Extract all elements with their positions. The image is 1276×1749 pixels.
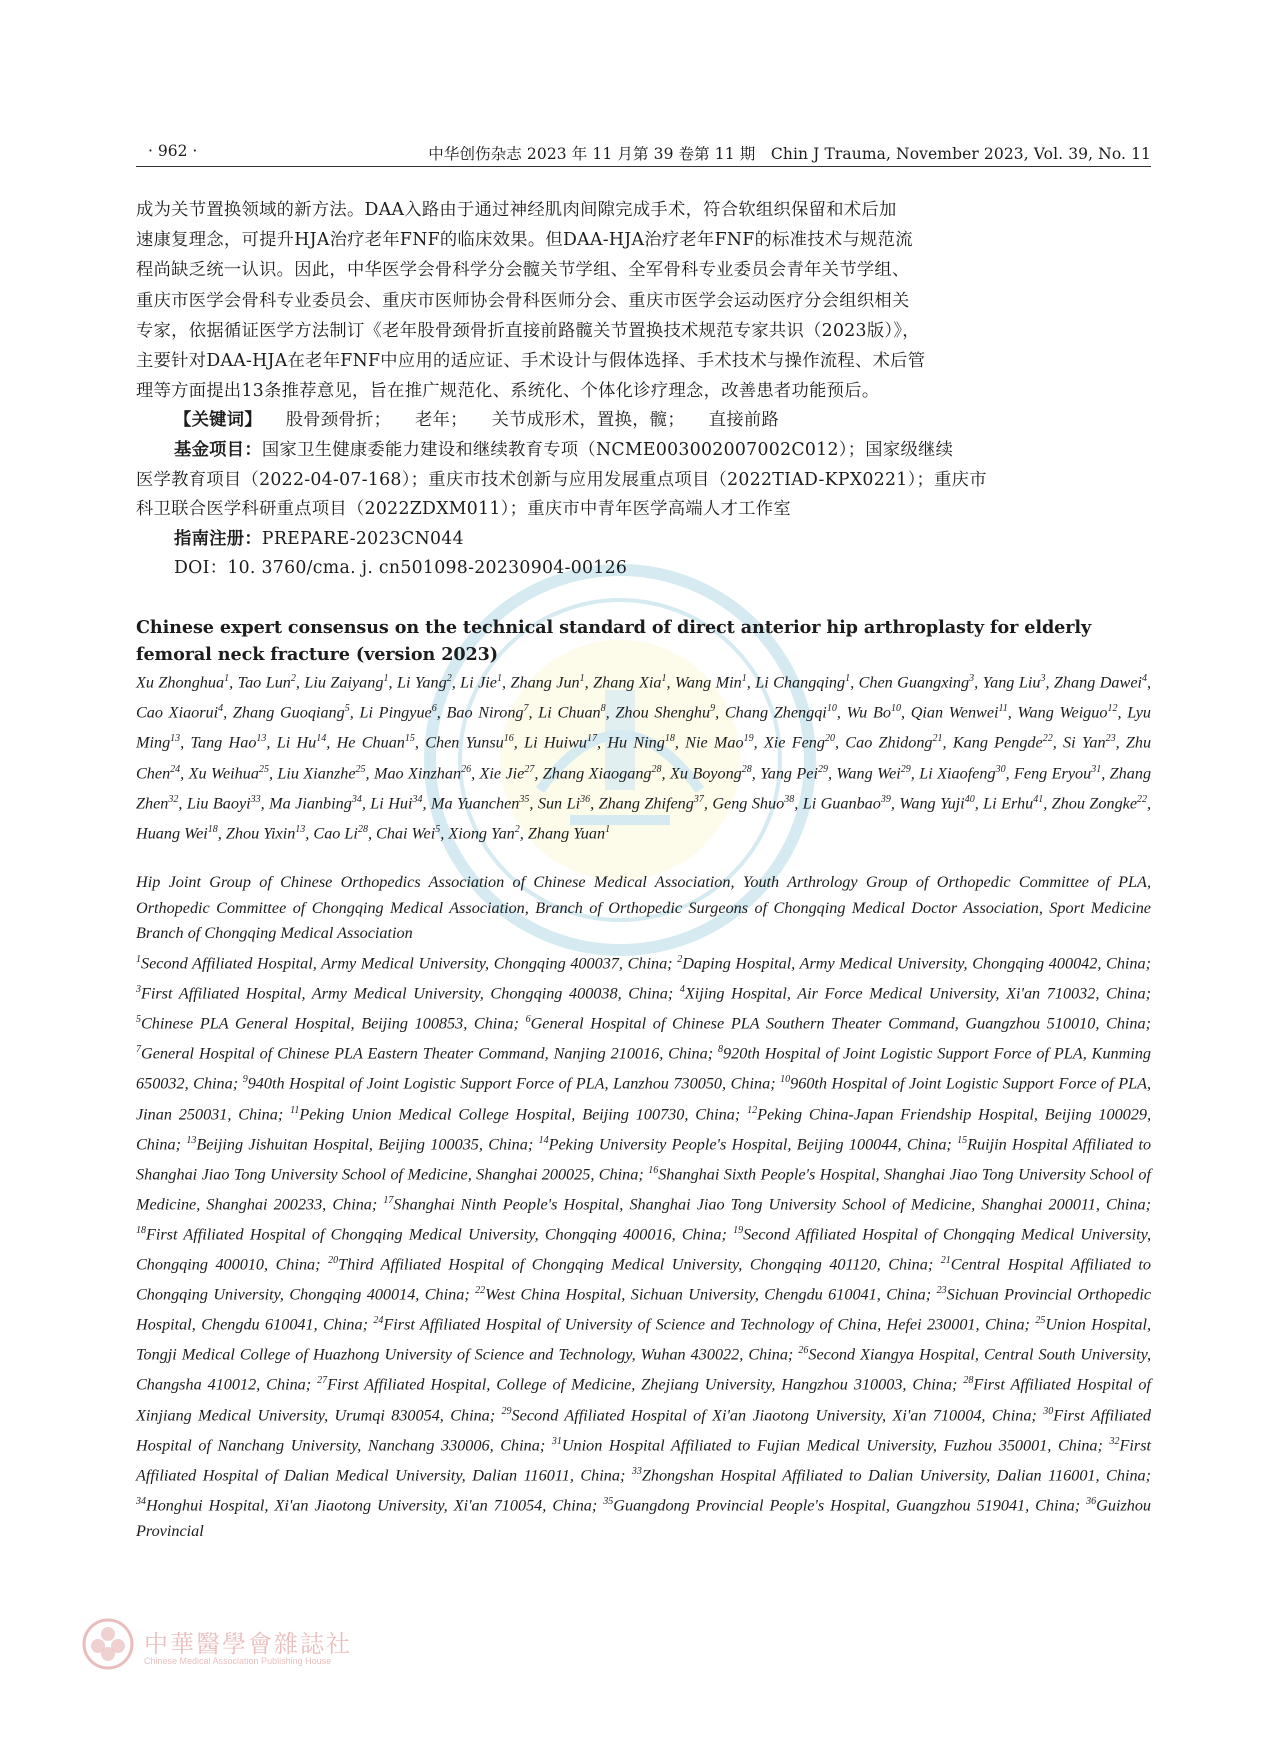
author-affiliation-number: 1 xyxy=(383,673,389,684)
author-affiliation-number: 3 xyxy=(969,673,975,684)
author-affiliation-number: 16 xyxy=(503,733,514,745)
affiliation-number: 29 xyxy=(501,1405,512,1417)
author-name: Li Hu xyxy=(276,733,317,752)
author-name: Nie Mao xyxy=(685,733,744,752)
abstract-line: 主要针对DAA-HJA在老年FNF中应用的适应证、手术设计与假体选择、手术技术与操作流程、术后管 xyxy=(136,350,926,371)
author-name: Mao Xinzhan xyxy=(373,763,462,782)
author-affiliation-number: 1 xyxy=(661,673,667,684)
affiliation-text: Second Affiliated Hospital, Army Medical University, Chongqing 400037, China xyxy=(141,954,668,973)
fund-line: 医学教育项目（2022-04-07-168）；重庆市技术创新与应用发展重点项目（2022TIAD-KPX0221）；重庆市 xyxy=(136,469,987,490)
author-affiliation-number: 21 xyxy=(932,733,943,745)
author-name: Chen Yunsu xyxy=(425,733,504,752)
author-name: Yang Liu xyxy=(982,673,1041,692)
author-affiliation-number: 11 xyxy=(998,703,1008,715)
author-name: Zhang Zhen xyxy=(136,763,1152,813)
affiliation-text: Honghui Hospital, Xi'an Jiaotong University, Xi'an 710054, China xyxy=(146,1496,592,1515)
author-name: Xu Boyong xyxy=(669,763,742,782)
affiliation-number: 14 xyxy=(538,1134,549,1146)
keyword: 股骨颈骨折； xyxy=(285,410,392,430)
keywords xyxy=(136,406,1189,436)
affiliation-text: First Affiliated Hospital of Dalian Medical University, Dalian 116011, China xyxy=(136,1436,1152,1485)
affiliation-number: 4 xyxy=(679,984,685,996)
author-affiliation-number: 22 xyxy=(1137,793,1148,805)
author-affiliation-number: 29 xyxy=(817,763,828,775)
author-name: Wang Min xyxy=(674,673,742,692)
author-affiliation-number: 20 xyxy=(824,733,835,745)
author-name: Tao Lun xyxy=(237,673,291,692)
author-affiliation-number: 1 xyxy=(224,673,230,684)
affiliation-text: Second Xiangya Hospital, Central South University, Changsha 410012, China xyxy=(136,1345,1151,1394)
author-name: Kang Pengde xyxy=(952,733,1043,752)
author-affiliation-number: 6 xyxy=(431,703,437,715)
affiliation-text: Beijing Jishuitan Hospital, Beijing 100035, China xyxy=(196,1135,528,1154)
author-name: Chen Guangxing xyxy=(858,673,970,692)
author-name: Tang Hao xyxy=(190,733,257,752)
author-name: Bao Nirong xyxy=(446,703,524,722)
affiliation-text: Chinese PLA General Hospital, Beijing 100853, China xyxy=(141,1014,514,1033)
author-affiliation-number: 13 xyxy=(295,823,306,835)
author-name: Zhou Yixin xyxy=(225,824,296,843)
author-name: Zhang Dawei xyxy=(1053,673,1142,692)
author-group: Hip Joint Group of Chinese Orthopedics Association of Chinese Medical Association, Youth Arthrology Group of Orthopedic Committee of PLA, Orthopedic Committee of Chongqing Medical Association, Branch of Orthopedic Surgeons of Chongqing Medical Doctor Association, Sport Medicine Branch of Chongqing Medical Association xyxy=(136,873,1151,943)
author-affiliation-number: 9 xyxy=(710,703,716,715)
author-name: Wang Wei xyxy=(836,763,901,782)
author-name: Xiong Yan xyxy=(448,824,515,843)
author-affiliation-number: 29 xyxy=(900,763,911,775)
author-name: Zhang Xiaogang xyxy=(542,763,652,782)
author-affiliation-number: 32 xyxy=(168,793,179,805)
author-name: Zhang Zhifeng xyxy=(598,794,694,813)
affiliation-number: 13 xyxy=(186,1134,197,1146)
affiliation-number: 34 xyxy=(136,1495,146,1507)
author-name: Ma Jianbing xyxy=(269,794,352,813)
author-name: Li Erhu xyxy=(983,794,1034,813)
affiliation-number: 6 xyxy=(525,1014,531,1026)
affiliation-text: General Hospital of Chinese PLA Eastern Theater Command, Nanjing 210016, China xyxy=(141,1044,708,1063)
author-affiliation-number: 35 xyxy=(519,793,530,805)
author-affiliation-number: 24 xyxy=(170,763,181,775)
author-name: Liu Xianzhe xyxy=(277,763,356,782)
affiliation-number: 7 xyxy=(136,1044,141,1056)
author-affiliation-number: 41 xyxy=(1033,793,1044,805)
affiliation-text: Union Hospital Affiliated to Fujian Medical University, Fuzhou 350001, China xyxy=(561,1436,1098,1454)
affiliation-text: 940th Hospital of Joint Logistic Support Force of PLA, Lanzhou 730050, China xyxy=(247,1074,771,1093)
author-affiliation-number: 14 xyxy=(316,733,327,745)
fund-label: 基金项目： xyxy=(174,440,262,460)
affiliation-text: Third Affiliated Hospital of Chongqing Medical University, Chongqing 401120, China xyxy=(338,1255,928,1274)
registration-value: PREPARE-2023CN044 xyxy=(261,529,464,549)
abstract-line: 成为关节置换领域的新方法。DAA入路由于通过神经肌肉间隙完成手术，符合软组织保留和术后加 xyxy=(136,200,897,220)
affiliation-text: Sichuan Provincial Orthopedic Hospital, Chengdu 610041, China xyxy=(136,1285,1152,1334)
author-name: Zhou Shenghu xyxy=(615,703,711,722)
affiliation-number: 15 xyxy=(957,1134,968,1146)
author-name: Zhang Guoqiang xyxy=(232,703,345,722)
running-header xyxy=(136,140,1151,167)
author-name: Li Changqing xyxy=(755,673,846,692)
affiliations: Hip Joint Group of Chinese Orthopedics Association of Chinese Medical Association, Youth Arthrology Group of Orthopedic Committee of PLA, Orthopedic Committee of Chongqing Medical Association, Branch of Orthopedic Surgeons of Chongqing Medical Doctor Association, Sport Medicine Branch of Chongqing Medical Association $^1$Second Affiliated Hospital, Army Medical University, Chongqing 400037, China; $^2$Daping Hospital, Army Medical University, Chongqing 400042, China; $^3$First Affiliated Hospital, Army Medical University, Chongqing 400038, China; $^4$Xijing Hospital, Air Force Medical University, Xi'an 710032, China; $^5$Chinese PLA General Hospital, Beijing 100853, China; $^6$General Hospital of Chinese PLA Southern Theater Command, Guangzhou 510010, China; $^7$General Hospital of Chinese PLA Eastern Theater Command, Nanjing 210016, China; $^8$920th Hospital of Joint Logistic Support Force of PLA, Kunming 650032, China; $^9$940th Hospital of Joint Logistic Support Force of PLA, Lanzhou 730050, China; $^{10}$960th Hospital of Joint Logistic Support Force of PLA, Jinan 250031, China; $^{11}$Peking Union Medical College Hospital, Beijing 100730, China; $^{12}$Peking China-Japan Friendship Hospital, Beijing 100029, China; $^{13}$Beijing Jishuitan Hospital, Beijing 100035, China; $^{14}$Peking University People's Hospital, Beijing 100044, China; $^{15}$Ruijin Hospital Affiliated to Shanghai Jiao Tong University School of Medicine, Shanghai 200025, China; $^{16}$Shanghai Sixth People's Hospital, Shanghai Jiao Tong University School of Medicine, Shanghai 200233, China; $^{17}$Shanghai Ninth People's Hospital, Shanghai Jiao Tong University School of Medicine, Shanghai 200011, China; $^{18}$First Affiliated Hospital of Chongqing Medical University, Chongqing 400016, China; $^{19}$Second Affiliated Hospital of Chongqing Medical University, Chongqing 400010, China; $^{20}$Third Affiliated Hospital of Chongqing Medical University, Chongqing 401120, China; $^{21}$Central Hospital Affiliated to Chongqing University, Chongqing 400014, China; $^{22}$West China Hospital, Sichuan University, Chengdu 610041, China; $^{23}$Sichuan Provincial Orthopedic Hospital, Chengdu 610041, China; $^{24}$First Affiliated Hospital of University of Science and Technology of China, Hefei 230001, China; $^{25}$Union Hospital, Tongji Medical College of Huazhong University of Science and Technology, Wuhan 430022, China; $^{26}$Second Xiangya Hospital, Central South University, Changsha 410012, China; $^{27}$First Affiliated Hospital, College of Medicine, Zhejiang University, Hangzhou 310003, China; $^{28}$First Affiliated Hospital of Xinjiang Medical University, Urumqi 830054, China; $^{29}$Second Affiliated Hospital of Xi'an Jiaotong University, Xi'an 710004, China; $^{30}$First Affiliated Hospital of Nanchang University, Nanchang 330006, China; $^{31}$Union Hospital Affiliated to Fujian Medical University, Fuzhou 350001, China; $^{32}$First Affiliated Hospital of Dalian Medical University, Dalian 116011, China; $^{33}$Zhongshan Hospital Affiliated to Dalian University, Dalian 116001, China; $^{34}$Honghui Hospital, Xi'an Jiaotong University, Xi'an 710054, China; $^{35}$Guangdong Provincial People's Hospital, Guangzhou 519041, China; $^{36}$Guizhou Provincial xyxy=(136,873,1152,1540)
affiliation-number: 31 xyxy=(551,1435,562,1447)
author-affiliation-number: 1 xyxy=(579,673,585,684)
author-affiliation-number: 28 xyxy=(651,763,662,775)
author-name: Liu Baoyi xyxy=(186,794,251,813)
author-affiliation-number: 3 xyxy=(1040,673,1046,684)
author-affiliation-number: 1 xyxy=(845,673,851,684)
author-name: Li Jie xyxy=(460,673,497,692)
english-title: Chinese expert consensus on the technical standard of direct anterior hip arthroplasty for elderly femoral neck fracture (version 2023) xyxy=(136,617,1092,665)
author-affiliation-number: 28 xyxy=(741,763,752,775)
affiliation-number: 24 xyxy=(373,1315,384,1327)
keyword: 关节成形术，置换，髋； xyxy=(491,410,685,430)
affiliation-text: Shanghai Sixth People's Hospital, Shanghai Jiao Tong University School of Medicine, Shanghai 200233, China xyxy=(136,1165,1151,1214)
author-affiliation-number: 2 xyxy=(290,673,296,684)
author-affiliation-number: 10 xyxy=(826,703,837,715)
author-affiliation-number: 36 xyxy=(580,793,591,805)
author-name: Ma Yuanchen xyxy=(431,794,520,813)
author-affiliation-number: 25 xyxy=(355,763,366,775)
publisher-flower-icon xyxy=(82,1618,134,1670)
author-name: Sun Li xyxy=(537,794,581,813)
author-affiliation-number: 13 xyxy=(170,733,181,745)
registration-label: 指南注册： xyxy=(174,529,262,549)
affiliation-number: 1 xyxy=(136,954,141,966)
affiliation-text: Ruijin Hospital Affiliated to Shanghai Jiao Tong University School of Medicine, Shanghai 200025, China xyxy=(136,1135,1152,1184)
affiliation-text: General Hospital of Chinese PLA Southern Theater Command, Guangzhou 510010, China xyxy=(530,1014,1146,1033)
author-affiliation-number: 38 xyxy=(784,793,795,805)
affiliation-text: 960th Hospital of Joint Logistic Support Force of PLA, Jinan 250031, China xyxy=(136,1074,1152,1123)
affiliation-number: 5 xyxy=(136,1014,141,1026)
author-affiliation-number: 1 xyxy=(496,673,502,684)
affiliation-text: Guangdong Provincial People's Hospital, Guangzhou 519041, China xyxy=(613,1496,1075,1515)
affiliation-number: 30 xyxy=(1043,1405,1054,1417)
author-name: Cao Zhidong xyxy=(845,733,933,752)
author-affiliation-number: 15 xyxy=(404,733,415,745)
affiliation-text: 920th Hospital of Joint Logistic Support Force of PLA, Kunming 650032, China xyxy=(136,1044,1152,1093)
author-affiliation-number: 34 xyxy=(412,793,423,805)
author-affiliation-number: 7 xyxy=(523,703,529,715)
fund-line: 科卫联合医学科研重点项目（2022ZDXM011）；重庆市中青年医学高端人才工作室 xyxy=(136,499,791,519)
author-name: Li Guanbao xyxy=(802,794,881,813)
author-affiliation-number: 28 xyxy=(357,823,368,835)
author-name: Xie Jie xyxy=(479,763,525,782)
author-name: Feng Eryou xyxy=(1014,763,1092,782)
publisher-name-cn: 中華醫學會雜誌社 xyxy=(144,1630,352,1658)
affiliation-text: Peking University People's Hospital, Beijing 100044, China xyxy=(548,1135,947,1154)
author-name: Cao Li xyxy=(313,824,358,843)
author-name: Qian Wenwei xyxy=(910,703,999,722)
publisher-name-en: Chinese Medical Association Publishing House xyxy=(144,1656,332,1666)
affiliation-text: Union Hospital, Tongji Medical College of Huazhong University of Science and Technology, Wuhan 430022, China xyxy=(136,1315,1152,1364)
author-affiliation-number: 25 xyxy=(258,763,269,775)
author-name: Cao Xiaorui xyxy=(136,703,219,722)
author-affiliation-number: 23 xyxy=(1105,733,1116,745)
author-name: Hu Ning xyxy=(607,733,665,752)
author-affiliation-number: 31 xyxy=(1091,763,1102,775)
affiliation-number: 11 xyxy=(290,1104,300,1116)
affiliation-number: 9 xyxy=(242,1074,248,1086)
author-name: Xu Weihua xyxy=(188,763,259,782)
affiliation-number: 18 xyxy=(136,1224,146,1236)
affiliation-number: 23 xyxy=(936,1285,947,1297)
keyword: 老年； xyxy=(415,410,468,430)
affiliation-number: 2 xyxy=(677,954,683,966)
affiliation-text: Second Affiliated Hospital of Chongqing Medical University, Chongqing 400010, China xyxy=(136,1225,1151,1274)
author-name: Li Huiwu xyxy=(524,733,587,752)
author-affiliation-number: 17 xyxy=(587,733,597,745)
author-name: Xu Zhonghua xyxy=(136,673,225,692)
affiliation-text: Xijing Hospital, Air Force Medical University, Xi'an 710032, China xyxy=(684,984,1146,1003)
author-name: Yang Pei xyxy=(760,763,818,782)
affiliation-number: 27 xyxy=(317,1375,328,1387)
affiliation-number: 16 xyxy=(648,1164,659,1176)
affiliation-text: First Affiliated Hospital of Xinjiang Medical University, Urumqi 830054, China xyxy=(136,1375,1152,1424)
author-name: Wang Weiguo xyxy=(1017,703,1108,722)
journal-citation: 中华创伤杂志 2023 年 11 月第 39 卷第 11 期 Chin J Trauma, November 2023, Vol. 39, No. 11 xyxy=(428,145,1151,163)
author-affiliation-number: 1 xyxy=(605,823,611,835)
author-affiliation-number: 34 xyxy=(351,793,362,805)
affiliation-number: 33 xyxy=(631,1465,642,1477)
author-affiliation-number: 30 xyxy=(995,763,1006,775)
author-name: Li Yang xyxy=(396,673,447,692)
author-name: Xie Feng xyxy=(763,733,825,752)
abstract-line: 专家，依据循证医学方法制订《老年股骨颈骨折直接前路髋关节置换技术规范专家共识（2023版）》， xyxy=(136,320,920,341)
author-name: Li Chuan xyxy=(538,703,601,722)
affiliation-text: Shanghai Ninth People's Hospital, Shanghai Jiao Tong University School of Medicine, Shanghai 200011, China xyxy=(393,1195,1146,1214)
fund-projects xyxy=(136,436,1151,525)
author-name: Chai Wei xyxy=(376,824,436,843)
author-affiliation-number: 27 xyxy=(524,763,535,775)
affiliation-text: Daping Hospital, Army Medical University, Chongqing 400042, China xyxy=(682,954,1146,973)
author-affiliation-number: 4 xyxy=(218,703,224,715)
author-name: Wang Yuji xyxy=(899,794,965,813)
affiliation-number: 3 xyxy=(136,984,141,996)
affiliation-text: Peking China-Japan Friendship Hospital, Beijing 100029, China xyxy=(136,1104,1152,1154)
abstract-cn xyxy=(136,195,1151,406)
author-name: He Chuan xyxy=(336,733,405,752)
keywords-label: 【关键词】 xyxy=(174,410,262,430)
author-name: Zhang Jun xyxy=(510,673,580,692)
author-affiliation-number: 22 xyxy=(1042,733,1053,745)
author-name: Wu Bo xyxy=(846,703,891,722)
abstract-line: 重庆市医学会骨科专业委员会、重庆市医师协会骨科医师分会、重庆市医学会运动医疗分会组织相关 xyxy=(136,290,910,311)
author-affiliation-number: 26 xyxy=(461,763,472,775)
publisher-logo xyxy=(82,1618,602,1678)
author-list: Xu Zhonghua$^1$, Tao Lun$^2$, Liu Zaiyang$^1$, Li Yang$^2$, Li Jie$^1$, Zhang Jun$^1$, Zhang Xia$^1$, Wang Min$^1$, Li Changqing$^1$, Chen Guangxing$^3$, Yang Liu$^3$, Zhang Dawei$^4$, Cao Xiaorui$^4$, Zhang Guoqiang$^5$, Li Pingyue$^6$, Bao Nirong$^7$, Li Chuan$^8$, Zhou Shenghu$^9$, Chang Zhengqi$^{10}$, Wu Bo$^{10}$, Qian Wenwei$^{11}$, Wang Weiguo$^{12}$, Lyu Ming$^{13}$, Tang Hao$^{13}$, Li Hu$^{14}$, He Chuan$^{15}$, Chen Yunsu$^{16}$, Li Huiwu$^{17}$, Hu Ning$^{18}$, Nie Mao$^{19}$, Xie Feng$^{20}$, Cao Zhidong$^{21}$, Kang Pengde$^{22}$, Si Yan$^{23}$, Zhu Chen$^{24}$, Xu Weihua$^{25}$, Liu Xianzhe$^{25}$, Mao Xinzhan$^{26}$, Xie Jie$^{27}$, Zhang Xiaogang$^{28}$, Xu Boyong$^{28}$, Yang Pei$^{29}$, Wang Wei$^{29}$, Li Xiaofeng$^{30}$, Feng Eryou$^{31}$, Zhang Zhen$^{32}$, Liu Baoyi$^{33}$, Ma Jianbing$^{34}$, Li Hui$^{34}$, Ma Yuanchen$^{35}$, Sun Li$^{36}$, Zhang Zhifeng$^{37}$, Geng Shuo$^{38}$, Li Guanbao$^{39}$, Wang Yuji$^{40}$, Li Erhu$^{41}$, Zhou Zongke$^{22}$, Huang Wei$^{18}$, Zhou Yixin$^{13}$, Cao Li$^{28}$, Chai Wei$^5$, Xiong Yan$^2$, Zhang Yuan$^1$ xyxy=(136,673,1152,843)
keyword: 直接前路 xyxy=(708,410,780,430)
affiliation-text: Zhongshan Hospital Affiliated to Dalian University, Dalian 116001, China xyxy=(641,1466,1146,1485)
author-affiliation-number: 19 xyxy=(743,733,754,745)
author-name: Huang Wei xyxy=(136,824,208,843)
guideline-registration xyxy=(136,525,1189,555)
author-affiliation-number: 18 xyxy=(664,733,675,745)
author-affiliation-number: 5 xyxy=(344,703,350,715)
author-affiliation-number: 8 xyxy=(600,703,606,715)
author-affiliation-number: 2 xyxy=(446,673,452,684)
author-name: Li Xiaofeng xyxy=(919,763,996,782)
affiliation-number: 20 xyxy=(328,1255,339,1267)
affiliation-text: First Affiliated Hospital of Chongqing Medical University, Chongqing 400016, China xyxy=(146,1225,722,1244)
affiliation-number: 32 xyxy=(1109,1435,1120,1447)
doi: DOI：10. 3760/cma. j. cn501098-20230904-00126 xyxy=(174,558,628,578)
affiliation-number: 21 xyxy=(940,1255,951,1267)
abstract-line: 理等方面提出13条推荐意见，旨在推广规范化、系统化、个体化诊疗理念，改善患者功能预后。 xyxy=(136,381,880,402)
author-affiliation-number: 5 xyxy=(435,823,441,835)
author-affiliation-number: 10 xyxy=(890,703,901,715)
author-affiliation-number: 2 xyxy=(514,823,520,835)
author-affiliation-number: 39 xyxy=(880,793,891,805)
affiliation-text: First Affiliated Hospital, College of Medicine, Zhejiang University, Hangzhou 310003, China xyxy=(327,1375,952,1394)
author-affiliation-number: 37 xyxy=(693,793,704,805)
affiliation-text: Central Hospital Affiliated to Chongqing University, Chongqing 400014, China xyxy=(136,1255,1152,1304)
affiliation-number: 25 xyxy=(1035,1315,1046,1327)
affiliation-text: First Affiliated Hospital of Nanchang University, Nanchang 330006, China xyxy=(136,1405,1151,1454)
author-affiliation-number: 12 xyxy=(1107,703,1118,715)
affiliation-text: First Affiliated Hospital, Army Medical University, Chongqing 400038, China xyxy=(141,984,668,1003)
author-name: Lyu Ming xyxy=(136,703,1152,752)
affiliation-number: 12 xyxy=(747,1104,758,1116)
author-name: Liu Zaiyang xyxy=(304,673,384,692)
affiliation-number: 22 xyxy=(475,1285,486,1297)
author-name: Geng Shuo xyxy=(712,794,785,813)
abstract-line: 程尚缺乏统一认识。因此，中华医学会骨科学分会髋关节学组、全军骨科专业委员会青年关节学组、 xyxy=(136,260,910,281)
affiliation-number: 8 xyxy=(718,1044,724,1056)
author-affiliation-number: 18 xyxy=(207,823,218,835)
affiliation-number: 36 xyxy=(1086,1495,1097,1507)
author-affiliation-number: 13 xyxy=(256,733,267,745)
affiliation-number: 26 xyxy=(798,1345,809,1357)
author-name: Zhang Xia xyxy=(593,673,662,692)
author-name: Zhang Yuan xyxy=(527,824,606,843)
page-number: · 962 · xyxy=(148,142,198,160)
author-name: Si Yan xyxy=(1063,733,1106,752)
author-affiliation-number: 4 xyxy=(1142,673,1147,684)
affiliation-text: Guizhou Provincial xyxy=(136,1496,1152,1540)
fund-line: 国家卫生健康委能力建设和继续教育专项（NCME003002007002C012）；国家级继续 xyxy=(261,440,954,460)
author-affiliation-number: 1 xyxy=(741,673,747,684)
author-name: Chang Zhengqi xyxy=(724,703,827,722)
author-affiliation-number: 33 xyxy=(250,793,261,805)
author-name: Li Hui xyxy=(370,794,413,813)
affiliation-text: First Affiliated Hospital of University of Science and Technology of China, Hefei 230001, China xyxy=(383,1315,1025,1334)
affiliation-text: Peking Union Medical College Hospital, Beijing 100730, China xyxy=(299,1104,735,1123)
affiliation-number: 35 xyxy=(603,1495,614,1507)
affiliation-number: 10 xyxy=(780,1074,791,1086)
affiliation-number: 28 xyxy=(963,1375,974,1387)
author-name: Zhou Zongke xyxy=(1051,794,1138,813)
author-affiliation-number: 40 xyxy=(964,793,975,805)
affiliation-text: Second Affiliated Hospital of Xi'an Jiaotong University, Xi'an 710004, China xyxy=(511,1405,1032,1424)
affiliation-text: West China Hospital, Sichuan University, Chengdu 610041, China xyxy=(485,1285,926,1304)
abstract-line: 速康复理念，可提升HJA治疗老年FNF的临床效果。但DAA-HJA治疗老年FNF的标准技术与规范流 xyxy=(136,230,913,251)
affiliation-number: 19 xyxy=(733,1224,744,1236)
affiliation-number: 17 xyxy=(383,1194,394,1206)
author-name: Zhu Chen xyxy=(136,733,1152,782)
author-name: Li Pingyue xyxy=(359,703,432,722)
